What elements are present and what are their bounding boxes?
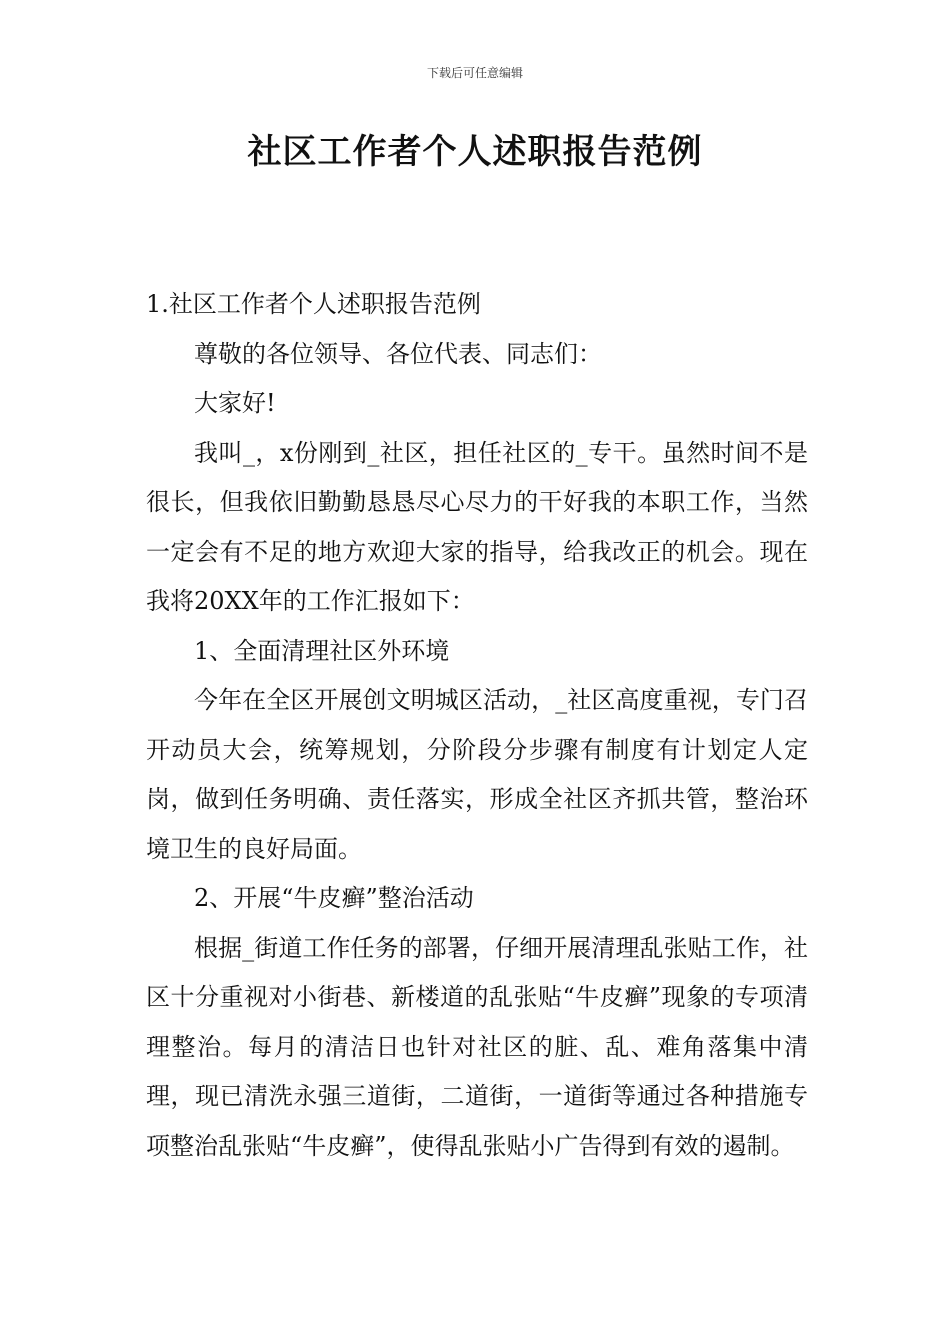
document-title: 社区工作者个人述职报告范例 [247,132,703,172]
item-heading-2: 2、开展“牛皮癣”整治活动 [194,884,474,912]
item-heading-1: 1、全面清理社区外环境 [194,636,450,665]
intro-paragraph: 我叫_，x份刚到_社区，担任社区的_专干。虽然时间不是很长，但我依旧勤勤恳恳尽心尽力的干好我的本职工作，当然一定会有不足的地方欢迎大家的指导，给我改正的机会。现在我将20XX年的工作汇报如下： [146,438,808,615]
greeting: 大家好! [194,389,276,417]
salutation: 尊敬的各位领导、各位代表、同志们： [194,339,602,368]
item-paragraph-1: 今年在全区开展创文明城区活动，_社区高度重视，专门召开动员大会，统筹规划，分阶段分步骤有制度有计划定人定岗，做到任务明确、责任落实，形成全社区齐抓共管，整治环境卫生的良好局面。 [146,686,808,863]
document-body [146,280,808,1171]
header-note: 下载后可任意编辑 [426,66,523,80]
item-paragraph-2: 根据_街道工作任务的部署，仔细开展清理乱张贴工作，社区十分重视对小街巷、新楼道的乱张贴“牛皮癣”现象的专项清理整治。每月的清洁日也针对社区的脏、乱、难角落集中清理，现已清洗永强三道街，二道街，一道街等通过各种措施专项整治乱张贴“牛皮癣”，使得乱张贴小广告得到有效的遏制。 [146,933,808,1160]
section-heading: 1.社区工作者个人述职报告范例 [146,290,481,318]
